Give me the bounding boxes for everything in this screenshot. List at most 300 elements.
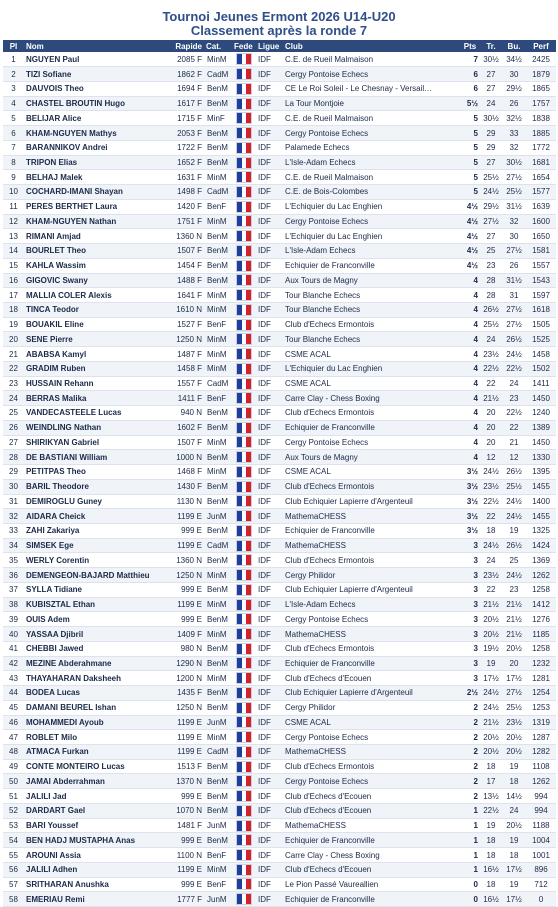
cell-name[interactable]: BARIL Theodore (24, 479, 164, 494)
cell-place: 46 (3, 715, 24, 730)
cell-rapide: 1481 F (164, 818, 204, 833)
cell-category: BenM (204, 258, 232, 273)
table-row[interactable] (3, 641, 556, 656)
france-flag-icon (236, 554, 252, 566)
cell-perf: 1254 (526, 686, 556, 701)
table-row[interactable] (3, 347, 556, 362)
france-flag-icon (236, 849, 252, 861)
cell-name[interactable]: BELHAJ Malek (24, 170, 164, 185)
header-fede[interactable]: Fede (232, 40, 256, 52)
cell-club: L'Echiquier du Lac Enghien (283, 229, 460, 244)
cell-name[interactable]: THAYAHARAN Daksheeh (24, 671, 164, 686)
cell-perf: 1276 (526, 612, 556, 627)
table-row[interactable] (3, 774, 556, 789)
cell-name[interactable]: JALILI Jad (24, 789, 164, 804)
france-flag-icon (236, 112, 252, 124)
cell-ligue: IDF (256, 715, 283, 730)
table-row[interactable] (3, 597, 556, 612)
table-row[interactable] (3, 361, 556, 376)
cell-name[interactable]: AIDARA Cheick (24, 509, 164, 524)
cell-ligue: IDF (256, 81, 283, 96)
table-row[interactable] (3, 759, 556, 774)
table-row[interactable] (3, 111, 556, 126)
cell-name[interactable]: CHASTEL BROUTIN Hugo (24, 96, 164, 111)
cell-tr: 24½ (480, 185, 502, 200)
table-row[interactable] (3, 538, 556, 553)
cell-name[interactable]: MOHAMMEDI Ayoub (24, 715, 164, 730)
cell-bu: 21½ (502, 627, 526, 642)
cell-name[interactable]: BARANNIKOV Andrei (24, 140, 164, 155)
cell-category: MinM (204, 597, 232, 612)
table-row[interactable] (3, 715, 556, 730)
cell-club: Echiquier de Franconville (283, 892, 460, 907)
cell-name[interactable]: KHAM-NGUYEN Mathys (24, 126, 164, 141)
cell-category: MinM (204, 568, 232, 583)
cell-name[interactable]: WERLY Corentin (24, 553, 164, 568)
table-row[interactable] (3, 686, 556, 701)
cell-place: 11 (3, 199, 24, 214)
cell-points: 4½ (460, 258, 480, 273)
header-cat[interactable]: Cat. (204, 40, 232, 52)
cell-ligue: IDF (256, 877, 283, 892)
cell-tr: 13½ (480, 789, 502, 804)
cell-name[interactable]: BOURLET Theo (24, 244, 164, 259)
cell-place: 25 (3, 406, 24, 421)
cell-place: 14 (3, 244, 24, 259)
cell-ligue: IDF (256, 111, 283, 126)
cell-category: BenM (204, 126, 232, 141)
cell-category: BenM (204, 155, 232, 170)
cell-category: BenM (204, 81, 232, 96)
table-row[interactable] (3, 553, 556, 568)
cell-place: 15 (3, 258, 24, 273)
cell-name[interactable]: ZAHI Zakariya (24, 524, 164, 539)
cell-ligue: IDF (256, 627, 283, 642)
cell-name[interactable]: CHEBBI Jawed (24, 641, 164, 656)
cell-rapide: 999 E (164, 524, 204, 539)
table-row[interactable] (3, 803, 556, 818)
cell-club: C.E. de Rueil Malmaison (283, 170, 460, 185)
table-row[interactable] (3, 406, 556, 421)
cell-bu: 23 (502, 391, 526, 406)
cell-tr: 26½ (480, 302, 502, 317)
table-row[interactable] (3, 391, 556, 406)
table-row[interactable] (3, 420, 556, 435)
france-flag-icon (236, 643, 252, 655)
cell-name[interactable]: VANDECASTEELE Lucas (24, 406, 164, 421)
cell-points: 4 (460, 450, 480, 465)
cell-name[interactable]: BELIJAR Alice (24, 111, 164, 126)
cell-rapide: 1199 E (164, 745, 204, 760)
standings-subtitle: Classement après la ronde 7 (190, 23, 368, 38)
cell-rapide: 999 E (164, 582, 204, 597)
header-pl[interactable]: Pl (3, 40, 24, 52)
france-flag-icon (236, 746, 252, 758)
cell-ligue: IDF (256, 67, 283, 82)
table-row[interactable] (3, 229, 556, 244)
cell-points: 3 (460, 671, 480, 686)
france-flag-icon (236, 599, 252, 611)
france-flag-icon (236, 761, 252, 773)
cell-rapide: 1488 F (164, 273, 204, 288)
cell-perf: 994 (526, 803, 556, 818)
cell-points: 4 (460, 302, 480, 317)
france-flag-icon (236, 348, 252, 360)
cell-category: BenM (204, 553, 232, 568)
cell-category: BenM (204, 244, 232, 259)
cell-club: Cergy Pontoise Echecs (283, 612, 460, 627)
cell-name[interactable]: DE BASTIANI William (24, 450, 164, 465)
table-row[interactable] (3, 199, 556, 214)
cell-perf: 1865 (526, 81, 556, 96)
cell-tr: 27 (480, 67, 502, 82)
cell-tr: 20½ (480, 627, 502, 642)
cell-place: 19 (3, 317, 24, 332)
cell-federation (232, 538, 256, 553)
cell-rapide: 1602 F (164, 420, 204, 435)
cell-points: 2 (460, 745, 480, 760)
cell-tr: 24 (480, 96, 502, 111)
cell-rapide: 1610 N (164, 302, 204, 317)
cell-name[interactable]: KAHLA Wassim (24, 258, 164, 273)
cell-tr: 22 (480, 582, 502, 597)
cell-rapide: 999 E (164, 612, 204, 627)
france-flag-icon (236, 878, 252, 890)
france-flag-icon (236, 68, 252, 80)
cell-club: Cergy Philidor (283, 568, 460, 583)
table-row[interactable] (3, 745, 556, 760)
cell-name[interactable]: JALILI Adhen (24, 862, 164, 877)
header-bu[interactable]: Bu. (502, 40, 526, 52)
cell-name[interactable]: HUSSAIN Rehann (24, 376, 164, 391)
cell-name[interactable]: ATMACA Furkan (24, 745, 164, 760)
cell-ligue: IDF (256, 656, 283, 671)
cell-category: BenM (204, 759, 232, 774)
cell-rapide: 1507 F (164, 435, 204, 450)
table-row[interactable] (3, 317, 556, 332)
france-flag-icon (236, 672, 252, 684)
cell-name[interactable]: MEZINE Abderahmane (24, 656, 164, 671)
cell-place: 53 (3, 818, 24, 833)
cell-rapide: 1715 F (164, 111, 204, 126)
cell-name[interactable]: TIZI Sofiane (24, 67, 164, 82)
cell-ligue: IDF (256, 833, 283, 848)
cell-club: CSME ACAL (283, 465, 460, 480)
cell-category: MinM (204, 627, 232, 642)
cell-place: 44 (3, 686, 24, 701)
cell-name[interactable]: COCHARD-IMANI Shayan (24, 185, 164, 200)
cell-points: 6 (460, 67, 480, 82)
table-row[interactable] (3, 332, 556, 347)
cell-name[interactable]: TRIPON Elias (24, 155, 164, 170)
cell-federation (232, 214, 256, 229)
cell-place: 45 (3, 700, 24, 715)
table-row[interactable] (3, 185, 556, 200)
table-row[interactable] (3, 818, 556, 833)
table-row[interactable] (3, 730, 556, 745)
table-row[interactable] (3, 52, 556, 67)
cell-club: Club d'Echecs Ermontois (283, 759, 460, 774)
cell-rapide: 1430 F (164, 479, 204, 494)
header-perf[interactable]: Perf (526, 40, 556, 52)
table-row[interactable] (3, 376, 556, 391)
cell-perf: 1455 (526, 479, 556, 494)
cell-club: Cergy Pontoise Echecs (283, 730, 460, 745)
table-row[interactable] (3, 435, 556, 450)
cell-bu: 22½ (502, 406, 526, 421)
cell-points: 2 (460, 730, 480, 745)
france-flag-icon (236, 569, 252, 581)
cell-name[interactable]: YASSAA Djibril (24, 627, 164, 642)
table-row[interactable] (3, 81, 556, 96)
cell-place: 37 (3, 582, 24, 597)
cell-place: 56 (3, 862, 24, 877)
table-row[interactable] (3, 862, 556, 877)
cell-name[interactable]: DEMENGEON-BAJARD Matthieu (24, 568, 164, 583)
table-row[interactable] (3, 892, 556, 907)
cell-club: Echiquier de Franconville (283, 258, 460, 273)
cell-bu: 25 (502, 553, 526, 568)
france-flag-icon (236, 201, 252, 213)
table-row[interactable] (3, 273, 556, 288)
cell-rapide: 980 N (164, 641, 204, 656)
cell-name[interactable]: TINCA Teodor (24, 302, 164, 317)
cell-category: BenM (204, 524, 232, 539)
cell-club: Echiquier de Franconville (283, 420, 460, 435)
cell-name[interactable]: JAMAI Abderrahman (24, 774, 164, 789)
cell-perf: 1450 (526, 391, 556, 406)
header-ligue[interactable]: Ligue (256, 40, 283, 52)
cell-tr: 18 (480, 848, 502, 863)
cell-place: 22 (3, 361, 24, 376)
cell-name[interactable]: BOUAKIL Eline (24, 317, 164, 332)
table-row[interactable] (3, 568, 556, 583)
cell-name[interactable]: GRADIM Ruben (24, 361, 164, 376)
cell-name[interactable]: CONTE MONTEIRO Lucas (24, 759, 164, 774)
cell-place: 58 (3, 892, 24, 907)
cell-bu: 26 (502, 96, 526, 111)
cell-federation (232, 627, 256, 642)
header-pts[interactable]: Pts (460, 40, 480, 52)
cell-points: 4 (460, 361, 480, 376)
cell-points: 4 (460, 376, 480, 391)
cell-category: BenF (204, 199, 232, 214)
cell-place: 31 (3, 494, 24, 509)
cell-tr: 28 (480, 273, 502, 288)
cell-ligue: IDF (256, 199, 283, 214)
table-row[interactable] (3, 671, 556, 686)
cell-federation (232, 582, 256, 597)
cell-name[interactable]: DAUVOIS Theo (24, 81, 164, 96)
cell-federation (232, 450, 256, 465)
cell-perf: 1330 (526, 450, 556, 465)
table-row[interactable] (3, 170, 556, 185)
table-row[interactable] (3, 833, 556, 848)
cell-tr: 25½ (480, 170, 502, 185)
cell-ligue: IDF (256, 818, 283, 833)
cell-rapide: 1199 E (164, 715, 204, 730)
cell-points: 4½ (460, 199, 480, 214)
cell-name[interactable]: GIGOVIC Swany (24, 273, 164, 288)
cell-bu: 27½ (502, 244, 526, 259)
cell-name[interactable]: OUIS Adem (24, 612, 164, 627)
france-flag-icon (236, 215, 252, 227)
cell-name[interactable]: ABABSA Kamyl (24, 347, 164, 362)
cell-place: 35 (3, 553, 24, 568)
cell-name[interactable]: PERES BERTHET Laura (24, 199, 164, 214)
cell-perf: 712 (526, 877, 556, 892)
cell-name[interactable]: PETITPAS Theo (24, 465, 164, 480)
cell-place: 24 (3, 391, 24, 406)
cell-club: Carre Clay - Chess Boxing (283, 848, 460, 863)
cell-name[interactable]: SENE Pierre (24, 332, 164, 347)
table-row[interactable] (3, 789, 556, 804)
table-row[interactable] (3, 848, 556, 863)
table-row[interactable] (3, 612, 556, 627)
cell-name[interactable]: SYLLA Tidiane (24, 582, 164, 597)
cell-ligue: IDF (256, 568, 283, 583)
cell-name[interactable]: KHAM-NGUYEN Nathan (24, 214, 164, 229)
cell-ligue: IDF (256, 538, 283, 553)
cell-bu: 30 (502, 229, 526, 244)
france-flag-icon (236, 834, 252, 846)
cell-bu: 20½ (502, 818, 526, 833)
table-row[interactable] (3, 214, 556, 229)
cell-name[interactable]: MALLIA COLER Alexis (24, 288, 164, 303)
cell-name[interactable]: KUBISZTAL Ethan (24, 597, 164, 612)
cell-ligue: IDF (256, 553, 283, 568)
cell-bu: 23½ (502, 715, 526, 730)
header-rapide[interactable]: Rapide (164, 40, 204, 52)
cell-rapide: 1290 N (164, 656, 204, 671)
table-row[interactable] (3, 126, 556, 141)
cell-federation (232, 391, 256, 406)
france-flag-icon (236, 230, 252, 242)
cell-name[interactable]: DARDART Gael (24, 803, 164, 818)
table-row[interactable] (3, 877, 556, 892)
table-row[interactable] (3, 627, 556, 642)
table-row[interactable] (3, 155, 556, 170)
cell-bu: 25½ (502, 479, 526, 494)
cell-place: 10 (3, 185, 24, 200)
cell-name[interactable]: NGUYEN Paul (24, 52, 164, 67)
cell-name[interactable]: EMERIAU Remi (24, 892, 164, 907)
cell-federation (232, 155, 256, 170)
cell-club: L'Isle-Adam Echecs (283, 597, 460, 612)
table-row[interactable] (3, 450, 556, 465)
cell-ligue: IDF (256, 96, 283, 111)
table-row[interactable] (3, 700, 556, 715)
cell-perf: 1319 (526, 715, 556, 730)
cell-bu: 12 (502, 450, 526, 465)
table-row[interactable] (3, 656, 556, 671)
table-row[interactable] (3, 302, 556, 317)
header-nom[interactable]: Nom (24, 40, 164, 52)
header-tr[interactable]: Tr. (480, 40, 502, 52)
cell-name[interactable]: BEN HADJ MUSTAPHA Anas (24, 833, 164, 848)
cell-name[interactable]: WEINDLING Nathan (24, 420, 164, 435)
cell-place: 8 (3, 155, 24, 170)
france-flag-icon (236, 495, 252, 507)
cell-tr: 22½ (480, 803, 502, 818)
cell-place: 17 (3, 288, 24, 303)
header-club[interactable]: Club (283, 40, 460, 52)
cell-ligue: IDF (256, 126, 283, 141)
france-flag-icon (236, 333, 252, 345)
cell-name[interactable]: BARI Youssef (24, 818, 164, 833)
cell-name[interactable]: ROBLET Milo (24, 730, 164, 745)
cell-ligue: IDF (256, 244, 283, 259)
cell-place: 21 (3, 347, 24, 362)
cell-tr: 18 (480, 877, 502, 892)
cell-name[interactable]: DEMIROGLU Guney (24, 494, 164, 509)
cell-bu: 32 (502, 140, 526, 155)
cell-federation (232, 244, 256, 259)
cell-bu: 17½ (502, 671, 526, 686)
cell-tr: 25½ (480, 317, 502, 332)
cell-name[interactable]: SRITHARAN Anushka (24, 877, 164, 892)
cell-name[interactable]: DAMANI BEUREL Ishan (24, 700, 164, 715)
cell-place: 12 (3, 214, 24, 229)
cell-tr: 23 (480, 258, 502, 273)
table-row[interactable] (3, 582, 556, 597)
page-header (0, 0, 558, 38)
cell-category: BenF (204, 848, 232, 863)
cell-place: 5 (3, 111, 24, 126)
cell-ligue: IDF (256, 214, 283, 229)
table-row[interactable] (3, 524, 556, 539)
table-row[interactable] (3, 479, 556, 494)
cell-perf: 1282 (526, 745, 556, 760)
table-row[interactable] (3, 494, 556, 509)
cell-club: Tour Blanche Echecs (283, 332, 460, 347)
table-row[interactable] (3, 509, 556, 524)
table-row[interactable] (3, 258, 556, 273)
cell-perf: 1325 (526, 524, 556, 539)
cell-federation (232, 509, 256, 524)
cell-name[interactable]: SHIRIKYAN Gabriel (24, 435, 164, 450)
cell-federation (232, 789, 256, 804)
cell-name[interactable]: AROUNI Assia (24, 848, 164, 863)
cell-bu: 20 (502, 656, 526, 671)
france-flag-icon (236, 319, 252, 331)
cell-rapide: 999 E (164, 877, 204, 892)
cell-club: MathemaCHESS (283, 818, 460, 833)
cell-name[interactable]: BODEA Lucas (24, 686, 164, 701)
cell-perf: 1258 (526, 582, 556, 597)
cell-name[interactable]: RIMANI Amjad (24, 229, 164, 244)
table-row[interactable] (3, 288, 556, 303)
cell-rapide: 999 E (164, 833, 204, 848)
cell-name[interactable]: SIMSEK Ege (24, 538, 164, 553)
table-row[interactable] (3, 140, 556, 155)
cell-ligue: IDF (256, 391, 283, 406)
cell-points: 1 (460, 833, 480, 848)
cell-points: 4 (460, 317, 480, 332)
cell-category: MinM (204, 52, 232, 67)
cell-bu: 17½ (502, 892, 526, 907)
table-row[interactable] (3, 244, 556, 259)
cell-category: BenM (204, 582, 232, 597)
cell-perf: 1885 (526, 126, 556, 141)
table-row[interactable] (3, 67, 556, 82)
cell-bu: 26½ (502, 538, 526, 553)
cell-perf: 1411 (526, 376, 556, 391)
cell-points: 4 (460, 288, 480, 303)
cell-name[interactable]: BERRAS Malika (24, 391, 164, 406)
table-row[interactable] (3, 465, 556, 480)
table-row[interactable] (3, 96, 556, 111)
